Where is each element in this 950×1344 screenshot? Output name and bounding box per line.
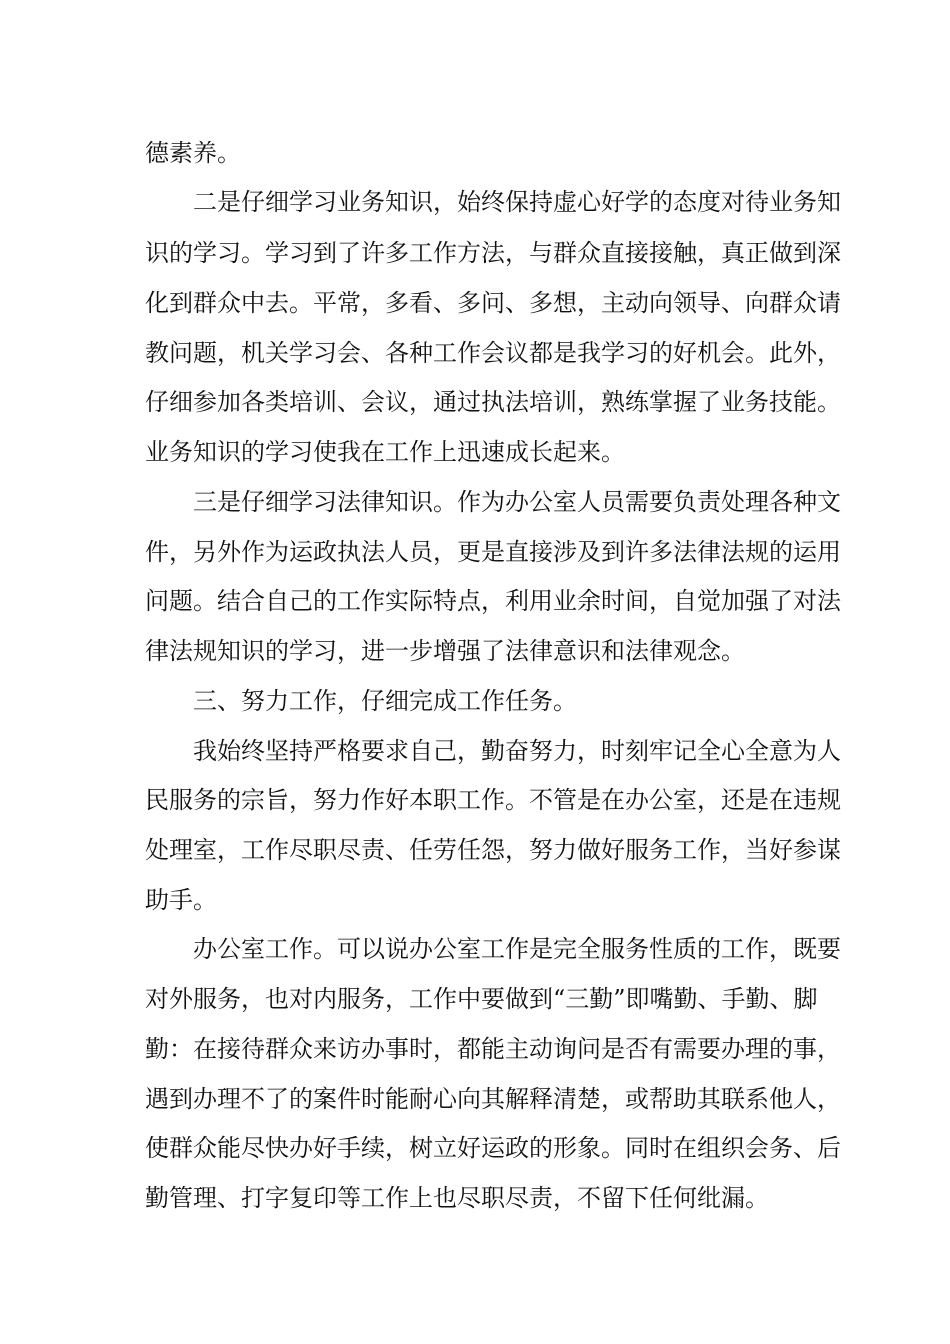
text-line: 遇到办理不了的案件时能耐心向其解释清楚，或帮助其联系他人，	[145, 1085, 841, 1113]
text-line: 问题。结合自己的工作实际特点，利用业余时间，自觉加强了对法	[145, 587, 841, 615]
text-line: 对外服务，也对内服务，工作中要做到“三勤”即嘴勤、手勤、脚	[145, 985, 818, 1013]
text-line: 处理室，工作尽职尽责、任劳任怨，努力做好服务工作，当好参谋	[145, 836, 841, 864]
text-line: 我始终坚持严格要求自己，勤奋努力，时刻牢记全心全意为人	[193, 737, 841, 765]
text-line: 使群众能尽快办好手续，树立好运政的形象。同时在组织会务、后	[145, 1134, 841, 1162]
text-line: 仔细参加各类培训、会议，通过执法培训，熟练掌握了业务技能。	[145, 388, 841, 416]
text-line: 三、努力工作，仔细完成工作任务。	[193, 687, 577, 715]
text-line: 二是仔细学习业务知识，始终保持虚心好学的态度对待业务知	[193, 188, 841, 216]
text-line: 教问题，机关学习会、各种工作会议都是我学习的好机会。此外，	[145, 339, 841, 367]
text-line: 识的学习。学习到了许多工作方法，与群众直接接触，真正做到深	[145, 239, 841, 267]
text-line: 化到群众中去。平常，多看、多问、多想，主动向领导、向群众请	[145, 289, 841, 317]
text-line: 民服务的宗旨，努力作好本职工作。不管是在办公室，还是在违规	[145, 786, 841, 814]
text-line: 件，另外作为运政执法人员，更是直接涉及到许多法律法规的运用	[145, 538, 841, 566]
text-line: 办公室工作。可以说办公室工作是完全服务性质的工作，既要	[193, 935, 841, 963]
text-line: 勤管理、打字复印等工作上也尽职尽责，不留下任何纰漏。	[145, 1184, 769, 1212]
text-line: 律法规知识的学习，进一步增强了法律意识和法律观念。	[145, 637, 745, 665]
text-line: 德素养。	[145, 139, 241, 167]
text-line: 勤：在接待群众来访办事时，都能主动询问是否有需要办理的事，	[145, 1035, 841, 1063]
text-line: 业务知识的学习使我在工作上迅速成长起来。	[145, 438, 625, 466]
text-line: 助手。	[145, 886, 217, 914]
text-line: 三是仔细学习法律知识。作为办公室人员需要负责处理各种文	[193, 488, 841, 516]
